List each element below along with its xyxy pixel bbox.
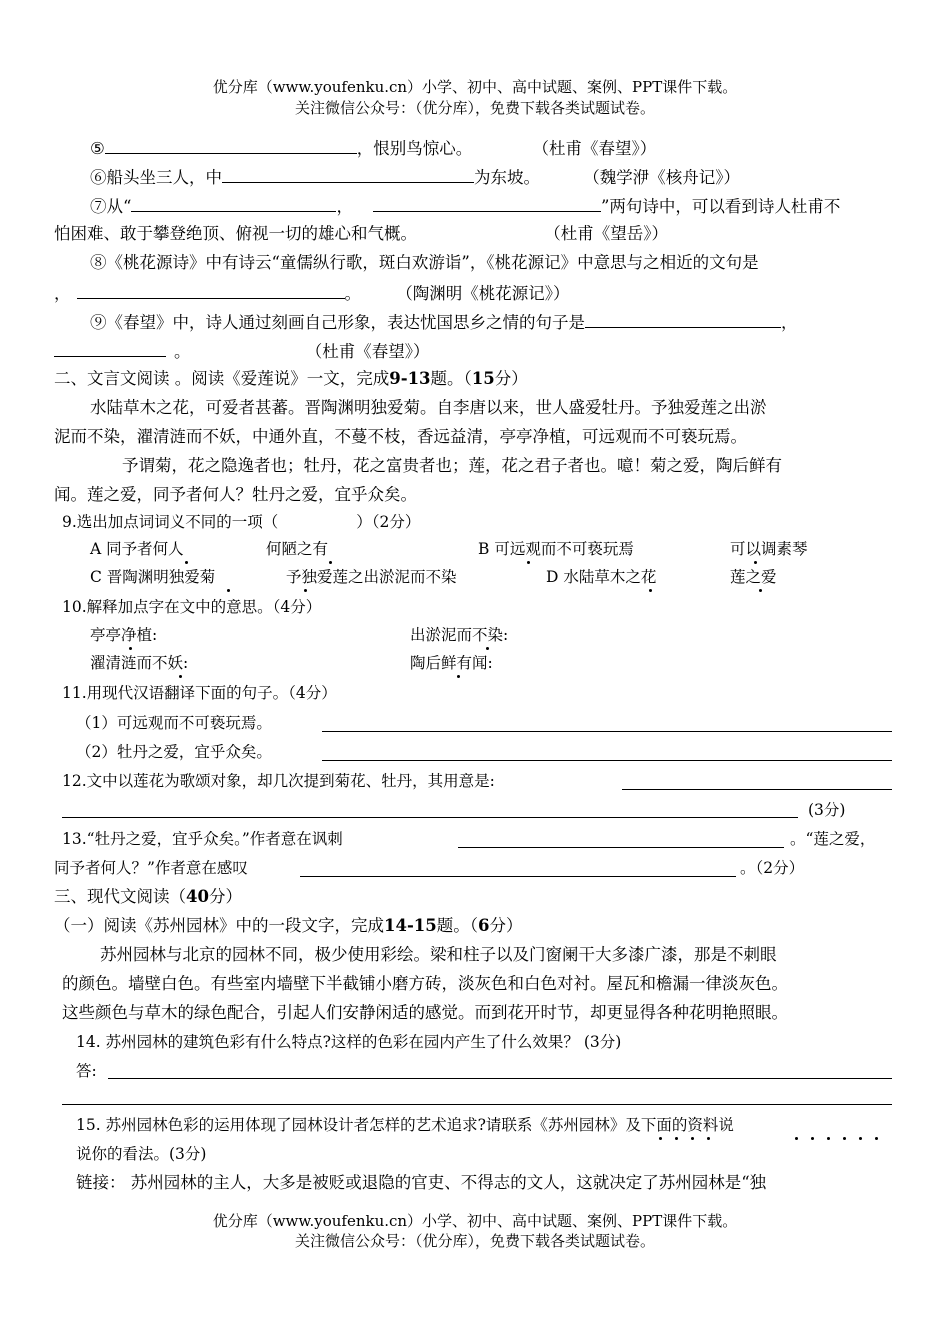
- q9-text: ⑨《春望》中，诗人通过刻画自己形象，表达忧国思乡之情的句子是: [90, 313, 585, 332]
- emphasis-dot: [458, 672, 459, 673]
- q14-stem: 14. 苏州园林的建筑色彩有什么特点?这样的色彩在园内产生了什么效果？ (3分): [76, 1033, 622, 1051]
- emphasis-dot: [180, 672, 181, 673]
- header-line-2: 关注微信公众号：（优分库），免费下载各类试题试卷。: [294, 99, 655, 117]
- q13-mid: 。“莲之爱，: [790, 830, 876, 848]
- passage-para1-line1: 水陆草木之花，可爱者甚蕃。晋陶渊明独爱菊。自李唐以来，世人盛爱牡丹。予独爱莲之出淤: [90, 398, 767, 417]
- q12-answer-line-1[interactable]: [622, 789, 892, 790]
- q9-stem: 9.选出加点词词义不同的一项（ ）（2分）: [62, 513, 421, 531]
- q9-period: 。: [174, 342, 191, 361]
- poetry-q8: ⑧《桃花源诗》中有诗云“童儒纵行歌，斑白欢游诣”，《桃花源记》中意思与之相近的文句是: [90, 253, 759, 272]
- q9-option-c[interactable]: C 晋陶渊明独爱菊: [90, 568, 216, 586]
- q11-sentence-1: （1）可远观而不可亵玩焉。: [76, 714, 272, 732]
- emphasis-dot: [186, 558, 187, 559]
- q6-blank[interactable]: [222, 165, 474, 183]
- q6-post: 为东坡。: [474, 168, 540, 187]
- q14-answer-label: 答:: [76, 1062, 97, 1080]
- q5-source: （杜甫《春望》）: [532, 139, 657, 158]
- emphasis-dot: [796, 1134, 797, 1135]
- emphasis-dot: [330, 558, 331, 559]
- emphasis-dot: [487, 644, 488, 645]
- emphasis-dot: [844, 1134, 845, 1135]
- q10-stem: 10.解释加点字在文中的意思。（4分）: [62, 598, 322, 616]
- emphasis-dot: [676, 1134, 677, 1135]
- link-text: 链接： 苏州园林的主人，大多是被贬或退隐的官吏、不得志的文人，这就决定了苏州园林是“独: [76, 1173, 767, 1192]
- q12-answer-line-2[interactable]: [62, 817, 798, 818]
- q9-option-c-compare: 予独爱莲之出淤泥而不染: [286, 568, 457, 586]
- poetry-q8-line2: [54, 281, 570, 305]
- section2-title: 二、文言文阅读 。阅读《爱莲说》一文，完成9-13题。（15分）: [54, 369, 528, 388]
- emphasis-dot: [130, 644, 131, 645]
- q7-blank-2[interactable]: [373, 194, 601, 212]
- q11-stem: 11.用现代汉语翻译下面的句子。（4分）: [62, 684, 337, 702]
- q13-answer-line-1[interactable]: [458, 847, 784, 848]
- poetry-q7: [90, 194, 840, 218]
- q15-emphasis: 《苏州园林》: [532, 1116, 626, 1134]
- q5-text: ，恨别鸟惊心。: [356, 139, 473, 158]
- q11-answer-line-1[interactable]: [322, 731, 892, 732]
- q15-line2: 说你的看法。(3分): [76, 1145, 207, 1163]
- q9-comma: ，: [781, 313, 798, 332]
- emphasis-dot: [860, 1134, 861, 1135]
- q14-answer-line-1[interactable]: [108, 1078, 892, 1079]
- emphasis-dot: [305, 586, 306, 587]
- q9-blank-2[interactable]: [54, 339, 166, 357]
- q11-answer-line-2[interactable]: [322, 760, 892, 761]
- poetry-q9: [90, 310, 798, 334]
- q7-pre: ⑦从“: [90, 197, 132, 216]
- q8-blank[interactable]: [77, 281, 345, 299]
- q9-option-b[interactable]: B 可远观而不可亵玩焉: [478, 540, 634, 558]
- q9-option-d[interactable]: D 水陆草木之花: [546, 568, 657, 586]
- q11-sentence-2: （2）牡丹之爱，宜乎众矣。: [76, 743, 272, 761]
- q13-line2: 同予者何人？”作者意在感叹: [54, 859, 248, 877]
- q9-source: （杜甫《春望》）: [305, 342, 430, 361]
- q12-score: (3分): [808, 801, 846, 819]
- emphasis-dot: [692, 1134, 693, 1135]
- emphasis-dot: [755, 558, 756, 559]
- q7-mid: ，: [336, 197, 353, 216]
- poetry-q9-line2: [54, 339, 430, 363]
- q14-answer-line-2[interactable]: [62, 1104, 892, 1105]
- q12-stem: 12.文中以莲花为歌颂对象，却几次提到菊花、牡丹，其用意是:: [62, 772, 495, 790]
- q7-source: （杜甫《望岳》）: [544, 224, 668, 243]
- q13-score: 。（2分）: [740, 859, 805, 877]
- q10-item-d: 陶后鲜有闻:: [410, 654, 493, 672]
- q7-line2: 怕困难、敢于攀登绝顶、俯视一切的雄心和气概。: [54, 224, 417, 243]
- emphasis-dot: [828, 1134, 829, 1135]
- q9-option-b-compare: 可以调素琴: [730, 540, 808, 558]
- poetry-q7-line2: [54, 223, 668, 245]
- q13-stem: 13.“牡丹之爱，宜乎众矣。”作者意在讽刺: [62, 830, 343, 848]
- poetry-q5: [90, 136, 656, 160]
- footer-line-2: 关注微信公众号：（优分库），免费下载各类试题试卷。: [294, 1232, 655, 1250]
- q6-pre: ⑥船头坐三人，中: [90, 168, 222, 187]
- emphasis-dot: [528, 558, 529, 559]
- emphasis-dot: [760, 586, 761, 587]
- header-line-1: 优分库（www.youfenku.cn）小学、初中、高中试题、案例、PPT课件下载。: [212, 78, 738, 96]
- footer-line-1: 优分库（www.youfenku.cn）小学、初中、高中试题、案例、PPT课件下载。: [212, 1212, 738, 1230]
- passage-para1-line2: 泥而不染，濯清涟而不妖，中通外直，不蔓不枝，香远益清，亭亭净植，可远观而不可亵玩焉。: [54, 427, 747, 446]
- q9-blank-1[interactable]: [585, 310, 781, 328]
- q10-item-b: 出淤泥而不染:: [410, 626, 509, 644]
- passage-para2-line2: 闻。莲之爱，同予者何人？牡丹之爱，宜乎众矣。: [54, 485, 417, 504]
- q10-item-c: 濯清涟而不妖:: [90, 654, 189, 672]
- q9-option-d-compare: 莲之爱: [730, 568, 777, 586]
- q6-source: （魏学洢《核舟记》）: [583, 168, 740, 187]
- passage-para2-line1: 予谓菊，花之隐逸者也；牡丹，花之富贵者也；莲，花之君子者也。噫！菊之爱，陶后鲜有: [122, 456, 782, 475]
- q15-stem: 15. 苏州园林色彩的运用体现了园林设计者怎样的艺术追求?请联系《苏州园林》及下面的资料说: [76, 1116, 734, 1134]
- section3-title: 三、现代文阅读（40分）: [54, 887, 242, 906]
- modern-passage-line-1: 苏州园林与北京的园林不同，极少使用彩绘。梁和柱子以及门窗阑干大多漆广漆，那是不刺眼: [100, 945, 777, 964]
- q8-period: 。: [344, 284, 361, 303]
- emphasis-dot: [876, 1134, 877, 1135]
- modern-passage-line-3: 这些颜色与草木的绿色配合，引起人们安静闲适的感觉。而到花开时节，却更显得各种花明艳照眼。: [62, 1003, 788, 1022]
- q7-blank-1[interactable]: [131, 194, 336, 212]
- emphasis-dot: [708, 1134, 709, 1135]
- poetry-q6: [90, 165, 740, 189]
- emphasis-dot: [228, 586, 229, 587]
- emphasis-dot: [660, 1134, 661, 1135]
- q5-number: ⑤: [90, 139, 105, 158]
- section3-subtitle: （一）阅读《苏州园林》中的一段文字，完成14-15题。（6分）: [54, 916, 523, 935]
- q8-source: （陶渊明《桃花源记》）: [396, 284, 570, 303]
- q13-answer-line-2[interactable]: [300, 876, 736, 877]
- modern-passage-line-2: 的颜色。墙壁白色。有些室内墙壁下半截铺小磨方砖，淡灰色和白色对衬。屋瓦和檐漏一律淡灰色。: [62, 974, 788, 993]
- q7-post: ”两句诗中，可以看到诗人杜甫不: [600, 197, 841, 216]
- q10-item-a: 亭亭净植:: [90, 626, 158, 644]
- q8-comma: ，: [54, 284, 71, 303]
- q5-blank[interactable]: [105, 136, 357, 154]
- emphasis-dot: [812, 1134, 813, 1135]
- q9-option-a[interactable]: A 同予者何人: [90, 540, 184, 558]
- emphasis-dot: [650, 586, 651, 587]
- q9-option-a-compare: 何陋之有: [266, 540, 329, 558]
